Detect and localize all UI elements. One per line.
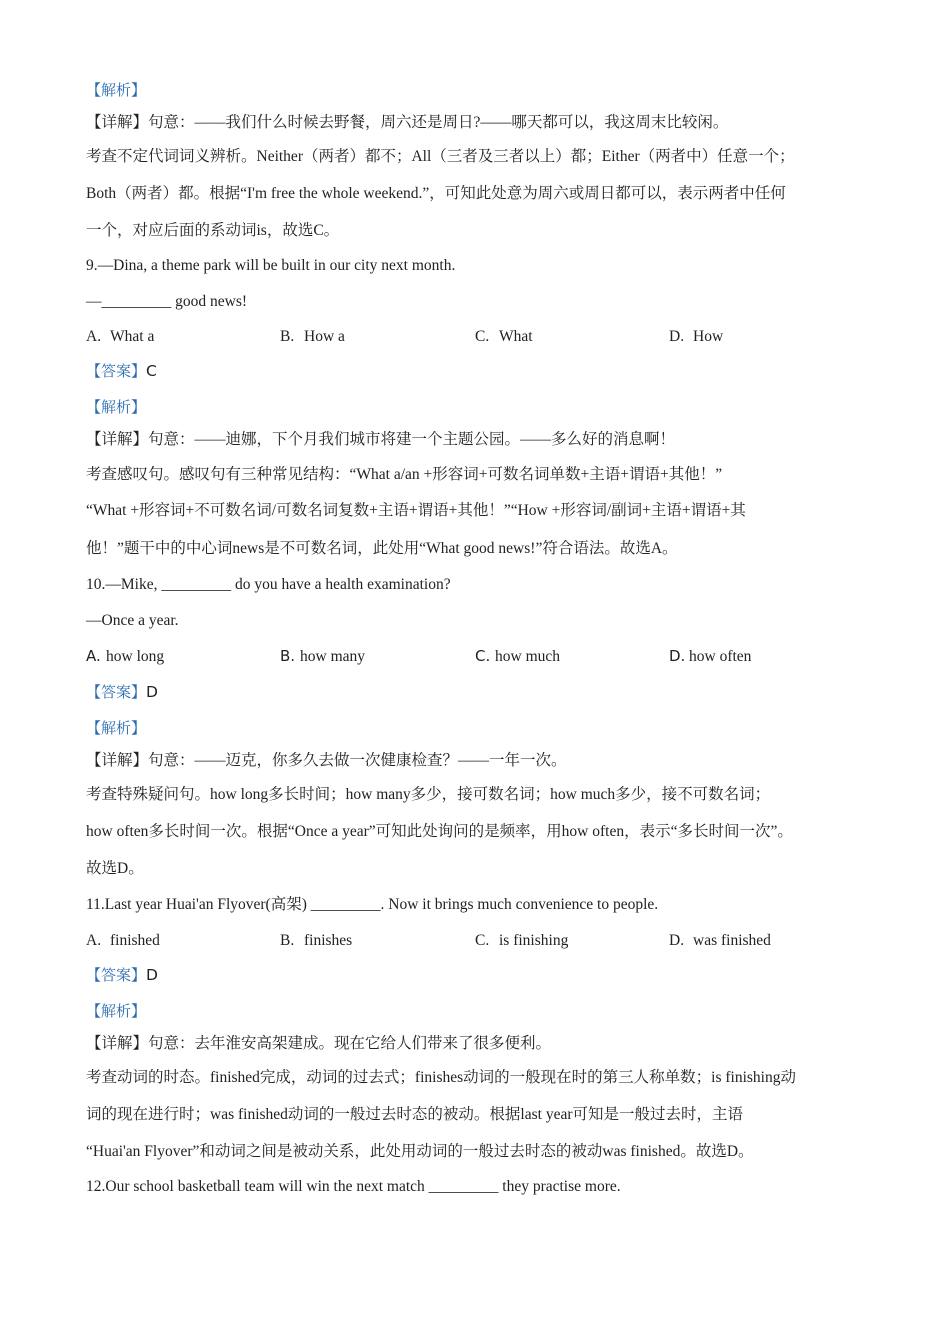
q11-stem: 11.Last year Huai'an Flyover(高架) _________. Now it brings much convenience to people. — [86, 896, 659, 913]
q9-option-a: A. What a — [86, 328, 155, 345]
q10-option-b: B. how many — [280, 647, 366, 665]
q12-stem: 12.Our school basketball team will win the next match _________ they practise more. — [86, 1178, 621, 1195]
q11-detail: 【详解】句意：去年淮安高架建成。现在它给人们带来了很多便利。 — [86, 1035, 552, 1052]
q9-option-b: B. How a — [280, 328, 345, 345]
q11-analysis-line-3: “Huai'an Flyover”和动词之间是被动关系，此处用动词的一般过去时态的被动was finished。故选D。 — [86, 1143, 754, 1160]
q10-answer: 【答案】D — [86, 683, 158, 701]
q10-analysis-label: 【解析】 — [86, 719, 147, 737]
q8-analysis-line-2: Both（两者）都。根据“I'm free the whole weekend.”，可知此处意为周六或周日都可以，表示两者中任何 — [86, 185, 786, 202]
q9-stem-line-2: —_________ good news! — [86, 293, 248, 310]
q10-detail: 【详解】句意：——迈克，你多久去做一次健康检查？——一年一次。 — [86, 752, 567, 769]
q8-detail: 【详解】句意：——我们什么时候去野餐，周六还是周日?——哪天都可以，我这周末比较闲。 — [86, 114, 729, 131]
q11-answer: 【答案】D — [86, 966, 158, 984]
q11-option-b: B. finishes — [280, 932, 353, 949]
q10-stem-line-2: —Once a year. — [86, 612, 179, 629]
q9-option-c: C. What — [475, 328, 533, 345]
q8-analysis-line-1: 考查不定代词词义辨析。Neither（两者）都不；All（三者及三者以上）都；Either（两者中）任意一个； — [86, 148, 795, 165]
q10-option-d: D. how often — [669, 647, 752, 665]
q8-analysis-label: 【解析】 — [86, 81, 147, 99]
q9-option-d: D. How — [669, 328, 724, 345]
q9-analysis-line-2: “What +形容词+不可数名词/可数名词复数+主语+谓语+其他！”“How +形容词/副词+主语+谓语+其 — [86, 502, 746, 519]
q10-analysis-line-2: how often多长时间一次。根据“Once a year”可知此处询问的是频率，用how often，表示“多长时间一次”。 — [86, 823, 793, 840]
q11-analysis-line-1: 考查动词的时态。finished完成，动词的过去式；finishes动词的一般现在时的第三人称单数；is finishing动 — [86, 1069, 796, 1086]
q10-stem-line-1: 10.—Mike, _________ do you have a health examination? — [86, 576, 451, 593]
q10-option-a: A. how long — [86, 647, 165, 665]
q9-analysis-line-3: 他！”题干中的中心词news是不可数名词，此处用“What good news!”符合语法。故选A。 — [86, 540, 678, 557]
q11-option-c: C. is finishing — [475, 932, 569, 949]
q9-analysis-line-1: 考查感叹句。感叹句有三种常见结构：“What a/an +形容词+可数名词单数+主语+谓语+其他！” — [86, 466, 723, 483]
q10-option-c: C. how much — [475, 647, 561, 665]
q9-stem-line-1: 9.—Dina, a theme park will be built in our city next month. — [86, 257, 456, 274]
q11-analysis-line-2: 词的现在进行时；was finished动词的一般过去时态的被动。根据last year可知是一般过去时，主语 — [86, 1106, 743, 1123]
q9-detail: 【详解】句意：——迪娜，下个月我们城市将建一个主题公园。——多么好的消息啊！ — [86, 431, 676, 448]
q11-option-d: D. was finished — [669, 932, 771, 949]
q9-answer: 【答案】C — [86, 362, 157, 380]
q10-analysis-line-1: 考查特殊疑问句。how long多长时间；how many多少，接可数名词；how much多少，接不可数名词； — [86, 786, 771, 803]
q9-analysis-label: 【解析】 — [86, 398, 147, 416]
q11-analysis-label: 【解析】 — [86, 1002, 147, 1020]
q10-analysis-line-3: 故选D。 — [86, 860, 144, 877]
q11-option-a: A. finished — [86, 932, 160, 949]
q8-analysis-line-3: 一个，对应后面的系动词is，故选C。 — [86, 222, 340, 239]
